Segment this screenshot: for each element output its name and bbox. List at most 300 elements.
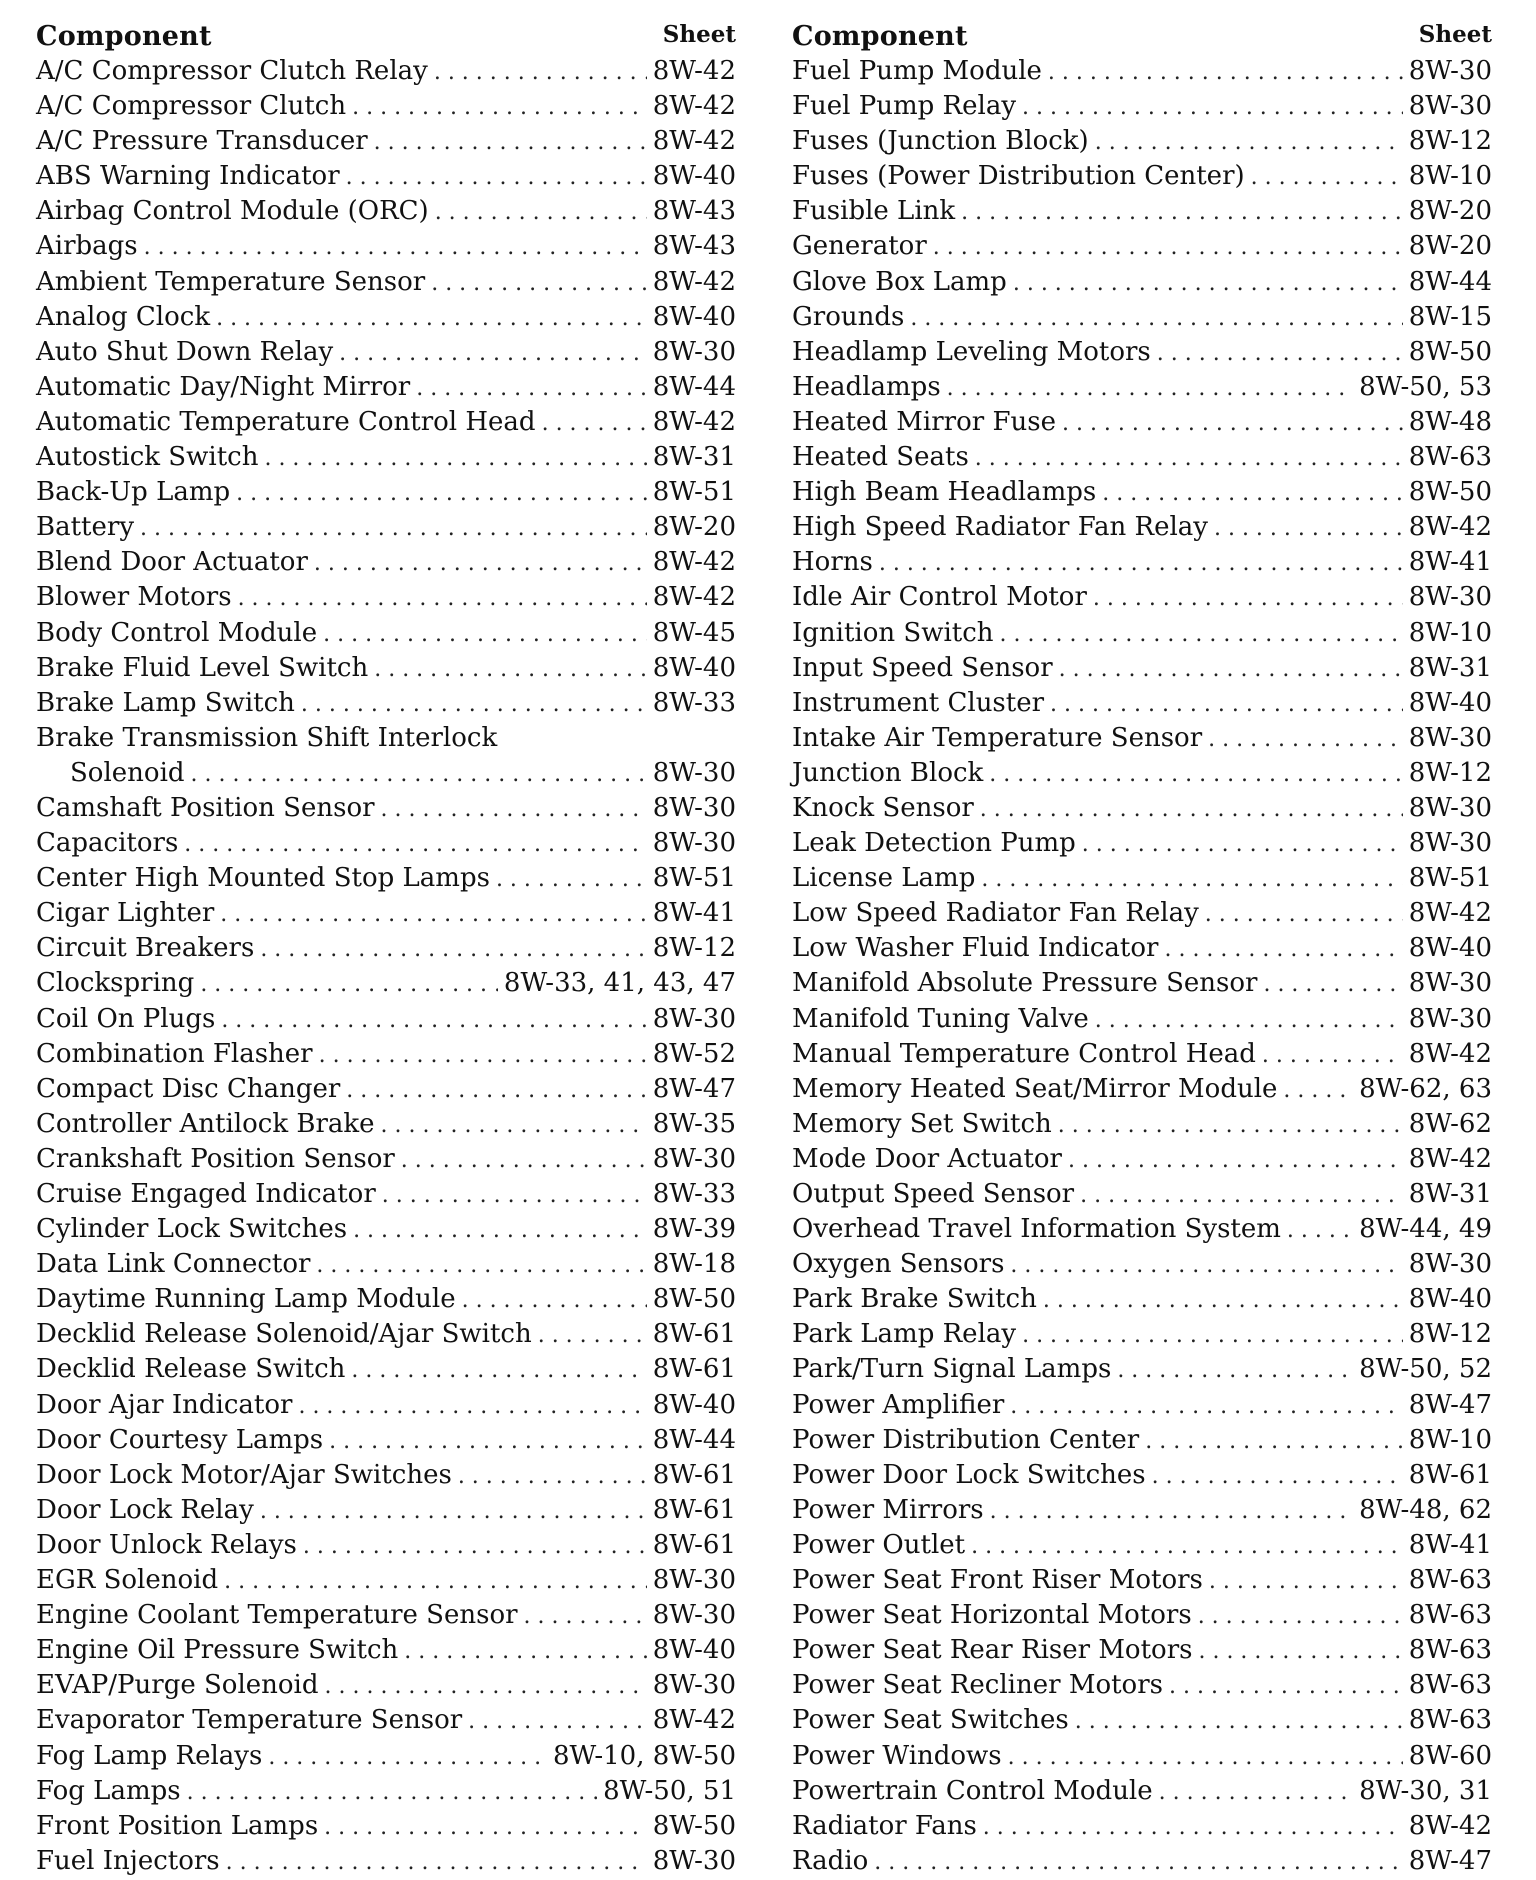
sheet-reference: 8W-51: [1408, 863, 1492, 894]
component-name: Battery: [36, 512, 135, 543]
sheet-reference: 8W-30: [652, 792, 736, 823]
dot-leader: [381, 1108, 647, 1143]
dot-leader: [416, 371, 647, 406]
list-item: [792, 1247, 1492, 1282]
sheet-reference: 8W-61: [652, 1459, 736, 1490]
dot-leader: [382, 1178, 647, 1213]
sheet-reference: 8W-50, 53: [1359, 371, 1492, 402]
sheet-reference: 8W-42: [652, 406, 736, 437]
component-name: Blend Door Actuator: [36, 547, 308, 578]
dot-leader: [434, 55, 647, 90]
list-item: [36, 931, 736, 966]
dot-leader: [1010, 1389, 1402, 1424]
component-name: Daytime Running Lamp Module: [36, 1284, 456, 1315]
list-item: [36, 1177, 736, 1212]
list-item: [36, 1493, 736, 1528]
dot-leader: [1095, 1003, 1403, 1038]
component-name: ABS Warning Indicator: [36, 161, 340, 192]
list-item: [36, 475, 736, 510]
dot-leader: [325, 1669, 647, 1704]
list-item: [36, 265, 736, 300]
component-name: High Beam Headlamps: [792, 477, 1097, 508]
list-item: [36, 1703, 736, 1738]
sheet-reference: 8W-31: [652, 442, 736, 473]
dot-leader: [1068, 1143, 1403, 1178]
dot-leader: [316, 1248, 646, 1283]
list-item: [36, 1774, 736, 1809]
list-item: [36, 300, 736, 335]
dot-leader: [1095, 125, 1403, 160]
dot-leader: [1022, 1318, 1403, 1353]
dot-leader: [1205, 897, 1403, 932]
list-item: [36, 1247, 736, 1282]
component-name: Fog Lamp Relays: [36, 1740, 263, 1771]
dot-leader: [1008, 1740, 1403, 1775]
component-name: Leak Detection Pump: [792, 828, 1076, 859]
sheet-reference: 8W-40: [652, 1389, 736, 1420]
list-item: [792, 931, 1492, 966]
sheet-reference: 8W-31: [1408, 1179, 1492, 1209]
dot-leader: [1262, 1038, 1403, 1073]
dot-leader: [971, 1529, 1403, 1564]
dot-leader: [238, 581, 647, 616]
list-item: [792, 1493, 1492, 1528]
component-name: Coil On Plugs: [36, 1003, 216, 1034]
component-name: Power Seat Recliner Motors: [792, 1670, 1163, 1701]
sheet-reference: 8W-48, 62: [1359, 1494, 1492, 1525]
component-name: Low Speed Radiator Fan Relay: [792, 898, 1199, 929]
component-name: Autostick Switch: [36, 442, 259, 473]
dot-leader: [496, 862, 647, 897]
component-name: Intake Air Temperature Sensor: [792, 722, 1203, 753]
component-name: Camshaft Position Sensor: [36, 792, 375, 823]
component-name: Power Seat Horizontal Motors: [792, 1600, 1192, 1631]
sheet-reference: 8W-10: [1408, 1424, 1492, 1455]
sheet-reference: 8W-10: [1408, 617, 1492, 648]
list-item: [792, 405, 1492, 440]
dot-leader: [351, 1353, 646, 1388]
list-item: [792, 1703, 1492, 1738]
dot-leader: [140, 511, 647, 546]
component-name: Heated Seats: [792, 442, 969, 473]
component-header: Component: [36, 21, 212, 52]
sheet-reference: 8W-30: [1408, 968, 1492, 999]
list-item: [36, 1563, 736, 1598]
component-header: Component: [792, 21, 968, 52]
list-item: [792, 1317, 1492, 1352]
list-item: [36, 510, 736, 545]
sheet-reference: 8W-30: [652, 1003, 736, 1034]
component-name: Manifold Absolute Pressure Sensor: [792, 968, 1258, 999]
component-name: A/C Compressor Clutch: [36, 91, 347, 122]
dot-leader: [1117, 1353, 1353, 1388]
list-item: [36, 966, 736, 1001]
sheet-reference: 8W-43: [652, 231, 736, 262]
component-name: Engine Coolant Temperature Sensor: [36, 1600, 518, 1631]
sheet-reference: 8W-10, 8W-50: [552, 1740, 736, 1771]
component-name: Powertrain Control Module: [792, 1775, 1153, 1806]
sheet-reference: 8W-35: [652, 1108, 736, 1139]
sheet-reference: 8W-30: [652, 828, 736, 859]
sheet-reference: 8W-30: [1408, 56, 1492, 86]
component-name: Door Courtesy Lamps: [36, 1424, 324, 1455]
dot-leader: [542, 406, 647, 441]
sheet-reference: 8W-42: [652, 1705, 736, 1736]
sheet-reference: 8W-63: [1408, 1670, 1492, 1701]
component-name: Mode Door Actuator: [792, 1143, 1062, 1174]
dot-leader: [1283, 1073, 1353, 1108]
list-item: [36, 721, 736, 791]
sheet-reference: 8W-40: [652, 301, 736, 332]
component-name: Front Position Lamps: [36, 1810, 319, 1841]
dot-leader: [1000, 617, 1403, 652]
dot-leader: [260, 932, 646, 967]
component-name: Auto Shut Down Relay: [36, 336, 334, 367]
list-item: [36, 1809, 736, 1844]
left-column-header: [36, 16, 736, 52]
list-item: [36, 194, 736, 229]
dot-leader: [264, 441, 646, 476]
list-item: [36, 686, 736, 721]
list-item: [792, 1774, 1492, 1809]
component-name: Data Link Connector: [36, 1249, 311, 1280]
list-item: [792, 194, 1492, 229]
list-item: [792, 1388, 1492, 1423]
component-name: Combination Flasher: [36, 1038, 313, 1069]
component-name: Center High Mounted Stop Lamps: [36, 863, 490, 894]
sheet-reference: 8W-45: [652, 617, 736, 648]
list-item: [792, 510, 1492, 545]
list-item: [792, 545, 1492, 580]
list-item: [792, 370, 1492, 405]
dot-leader: [1263, 967, 1402, 1002]
component-name: Decklid Release Switch: [36, 1354, 346, 1385]
dot-leader: [1287, 1213, 1353, 1248]
component-name: Manual Temperature Control Head: [792, 1038, 1256, 1069]
sheet-reference: 8W-30: [652, 1600, 736, 1631]
dot-leader: [980, 792, 1403, 827]
list-item: [792, 826, 1492, 861]
list-item: [792, 580, 1492, 615]
list-item: [36, 1844, 736, 1879]
component-name: Power Door Lock Switches: [792, 1459, 1146, 1490]
list-item: [792, 1739, 1492, 1774]
dot-leader: [990, 1494, 1353, 1529]
component-name: Fusible Link: [792, 196, 956, 227]
list-item: [792, 1282, 1492, 1317]
list-item: [792, 1107, 1492, 1142]
component-name: High Speed Radiator Fan Relay: [792, 512, 1208, 543]
sheet-reference: 8W-12: [1408, 1319, 1492, 1350]
list-item: [36, 1352, 736, 1387]
component-name: Airbags: [36, 231, 138, 262]
dot-leader: [1145, 1424, 1403, 1459]
sheet-reference: 8W-43: [652, 196, 736, 227]
dot-leader: [374, 125, 647, 160]
component-name: Clockspring: [36, 968, 195, 999]
dot-leader: [260, 1494, 647, 1529]
component-name: Output Speed Sensor: [792, 1179, 1075, 1209]
list-item: [792, 896, 1492, 931]
list-item: [36, 1598, 736, 1633]
dot-leader: [381, 792, 647, 827]
component-name: Circuit Breakers: [36, 933, 255, 964]
component-name: Fog Lamps: [36, 1775, 181, 1806]
sheet-reference: 8W-30: [652, 757, 736, 788]
sheet-reference: 8W-40: [652, 652, 736, 683]
dot-leader: [983, 1810, 1403, 1845]
dot-leader: [346, 1073, 646, 1108]
list-item: [792, 229, 1492, 264]
list-item: [36, 651, 736, 686]
dot-leader: [352, 90, 647, 125]
sheet-reference: 8W-41: [1408, 1529, 1492, 1560]
dot-leader: [346, 160, 647, 195]
list-item: [36, 826, 736, 861]
sheet-reference: 8W-51: [652, 863, 736, 894]
sheet-reference: 8W-50: [1408, 477, 1492, 508]
dot-leader: [1198, 1634, 1402, 1669]
component-name: Controller Antilock Brake: [36, 1108, 375, 1139]
dot-leader: [353, 1213, 647, 1248]
list-item: [792, 440, 1492, 475]
sheet-reference: 8W-60: [1408, 1740, 1492, 1771]
component-name: Door Unlock Relays: [36, 1529, 297, 1560]
dot-leader: [1048, 55, 1403, 90]
sheet-reference: 8W-40: [1408, 1284, 1492, 1315]
component-name: Fuel Pump Relay: [792, 91, 1017, 122]
list-item: [792, 124, 1492, 159]
dot-leader: [1059, 652, 1403, 687]
component-name: Junction Block: [792, 757, 984, 788]
component-name: Fuel Pump Module: [792, 56, 1042, 86]
sheet-reference: 8W-20: [1408, 196, 1492, 227]
dot-leader: [374, 652, 647, 687]
right-column: [792, 16, 1492, 1879]
component-name: Horns: [792, 547, 873, 578]
component-name: Headlamp Leveling Motors: [792, 336, 1151, 367]
dot-leader: [298, 1389, 646, 1424]
dot-leader: [1013, 266, 1403, 301]
component-name: Automatic Temperature Control Head: [36, 406, 536, 437]
sheet-reference: 8W-42: [1408, 1810, 1492, 1841]
sheet-reference: 8W-50: [1408, 336, 1492, 367]
list-item: [792, 1212, 1492, 1247]
component-name: Airbag Control Module (ORC): [36, 196, 429, 227]
dot-leader: [1214, 511, 1403, 546]
list-item: [36, 861, 736, 896]
list-item: [36, 89, 736, 124]
right-list: [792, 54, 1492, 1879]
component-name: Ignition Switch: [792, 617, 994, 648]
dot-leader: [1062, 406, 1403, 441]
right-column-header: [792, 16, 1492, 52]
list-item: [36, 229, 736, 264]
sheet-reference: 8W-41: [1408, 547, 1492, 578]
component-name: Back-Up Lamp: [36, 477, 231, 508]
list-item: [792, 1598, 1492, 1633]
list-item: [36, 791, 736, 826]
list-item: [792, 651, 1492, 686]
sheet-reference: 8W-30: [1408, 1249, 1492, 1280]
dot-leader: [1058, 1108, 1403, 1143]
list-item: [792, 1458, 1492, 1493]
dot-leader: [1157, 336, 1403, 371]
component-name: Instrument Cluster: [792, 687, 1045, 718]
dot-leader: [184, 827, 646, 862]
component-name: Radio: [792, 1845, 869, 1876]
dot-leader: [1010, 1248, 1402, 1283]
dot-leader: [314, 546, 647, 581]
list-item: [36, 124, 736, 159]
component-name: Fuses (Junction Block): [792, 126, 1089, 157]
dot-leader: [933, 230, 1403, 265]
component-name: Analog Clock: [36, 301, 211, 332]
list-item: [792, 966, 1492, 1001]
sheet-reference: 8W-62: [1408, 1108, 1492, 1139]
sheet-reference: 8W-62, 63: [1359, 1073, 1492, 1104]
component-name: EVAP/Purge Solenoid: [36, 1670, 319, 1701]
component-name: Input Speed Sensor: [792, 652, 1053, 683]
list-item: [792, 54, 1492, 89]
list-item: [792, 1352, 1492, 1387]
sheet-reference: 8W-31: [1408, 652, 1492, 683]
sheet-reference: 8W-20: [1408, 231, 1492, 262]
list-item: [36, 1668, 736, 1703]
sheet-reference: 8W-30: [652, 336, 736, 367]
component-name: Knock Sensor: [792, 792, 974, 823]
dot-leader: [226, 1845, 647, 1880]
list-item: [792, 1528, 1492, 1563]
component-name: Door Lock Motor/Ajar Switches: [36, 1459, 452, 1490]
list-item: [36, 405, 736, 440]
list-item: [792, 159, 1492, 194]
sheet-reference: 8W-51: [652, 477, 736, 508]
sheet-reference: 8W-39: [652, 1214, 736, 1245]
dot-leader: [989, 757, 1402, 792]
sheet-reference: 8W-33, 41, 43, 47: [503, 968, 736, 999]
component-name: Memory Heated Seat/Mirror Module: [792, 1073, 1278, 1104]
component-name: Door Ajar Indicator: [36, 1389, 293, 1420]
sheet-reference: 8W-42: [1408, 898, 1492, 929]
sheet-reference: 8W-50: [652, 1810, 736, 1841]
component-name: Brake Transmission Shift Interlock: [36, 722, 498, 753]
dot-leader: [144, 230, 647, 265]
component-name: Oxygen Sensors: [792, 1249, 1005, 1280]
component-name: Manifold Tuning Valve: [792, 1003, 1089, 1034]
dot-leader: [524, 1599, 647, 1634]
sheet-reference: 8W-18: [652, 1249, 736, 1280]
sheet-reference: 8W-33: [652, 687, 736, 718]
dot-leader: [1050, 687, 1403, 722]
sheet-reference: 8W-12: [1408, 757, 1492, 788]
list-item: [792, 1668, 1492, 1703]
sheet-reference: 8W-42: [1408, 1038, 1492, 1069]
list-item: [792, 1037, 1492, 1072]
sheet-reference: 8W-42: [652, 547, 736, 578]
dot-leader: [236, 476, 647, 511]
dot-leader: [1164, 932, 1402, 967]
component-name: Brake Fluid Level Switch: [36, 652, 369, 683]
dot-leader: [1102, 476, 1403, 511]
component-name: Door Lock Relay: [36, 1494, 254, 1525]
sheet-reference: 8W-44: [652, 371, 736, 402]
component-name: Decklid Release Solenoid/Ajar Switch: [36, 1319, 532, 1350]
sheet-header: Sheet: [1418, 21, 1492, 48]
sheet-reference: 8W-50, 52: [1359, 1354, 1492, 1385]
component-name: License Lamp: [792, 863, 976, 894]
component-name: Generator: [792, 231, 927, 262]
dot-leader: [1022, 90, 1403, 125]
dot-leader: [1198, 1599, 1403, 1634]
component-name: Power Mirrors: [792, 1494, 984, 1525]
sheet-reference: 8W-40: [1408, 933, 1492, 964]
sheet-reference: 8W-50, 51: [603, 1775, 736, 1806]
component-name: A/C Pressure Transducer: [36, 126, 368, 157]
dot-leader: [975, 441, 1403, 476]
sheet-reference: 8W-63: [1408, 1635, 1492, 1666]
sheet-reference: 8W-61: [652, 1354, 736, 1385]
sheet-reference: 8W-47: [652, 1073, 736, 1104]
component-name: Headlamps: [792, 371, 941, 402]
list-item: [36, 370, 736, 405]
list-item: [36, 54, 736, 89]
dot-leader: [538, 1318, 647, 1353]
dot-leader: [961, 195, 1403, 230]
component-name: Overhead Travel Information System: [792, 1214, 1281, 1245]
list-item: [792, 1809, 1492, 1844]
component-name: Heated Mirror Fuse: [792, 406, 1056, 437]
sheet-reference: 8W-63: [1408, 1705, 1492, 1736]
list-item: [792, 1844, 1492, 1879]
component-name: Cigar Lighter: [36, 898, 215, 929]
sheet-reference: 8W-33: [652, 1179, 736, 1209]
component-name: Cylinder Lock Switches: [36, 1214, 348, 1245]
sheet-reference: 8W-30: [652, 1565, 736, 1596]
list-item: [36, 580, 736, 615]
list-item: [792, 300, 1492, 335]
dot-leader: [874, 1845, 1402, 1880]
component-name: Power Seat Switches: [792, 1705, 1069, 1736]
component-name: Body Control Module: [36, 617, 318, 648]
sheet-reference: 8W-42: [652, 91, 736, 122]
sheet-reference: 8W-30: [1408, 91, 1492, 122]
sheet-reference: 8W-30: [652, 1143, 736, 1174]
list-item: [792, 1072, 1492, 1107]
list-item: [36, 159, 736, 194]
component-name: Park Lamp Relay: [792, 1319, 1017, 1350]
component-name: Fuses (Power Distribution Center): [792, 161, 1245, 192]
list-item: [792, 475, 1492, 510]
dot-leader: [216, 301, 647, 336]
component-name: Compact Disc Changer: [36, 1073, 341, 1104]
component-name: Idle Air Control Motor: [792, 582, 1087, 613]
dot-leader: [221, 1003, 646, 1038]
component-name: Ambient Temperature Sensor: [36, 266, 426, 297]
sheet-reference: 8W-47: [1408, 1845, 1492, 1876]
dot-leader: [468, 1704, 647, 1739]
list-item: [36, 545, 736, 580]
dot-leader: [947, 371, 1353, 406]
list-item: [792, 1142, 1492, 1177]
dot-leader: [1093, 581, 1403, 616]
component-name: Radiator Fans: [792, 1810, 977, 1841]
sheet-reference: 8W-63: [1408, 1565, 1492, 1596]
sheet-reference: 8W-30: [652, 1845, 736, 1876]
list-item: [36, 1458, 736, 1493]
sheet-reference: 8W-12: [652, 933, 736, 964]
sheet-reference: 8W-15: [1408, 301, 1492, 332]
